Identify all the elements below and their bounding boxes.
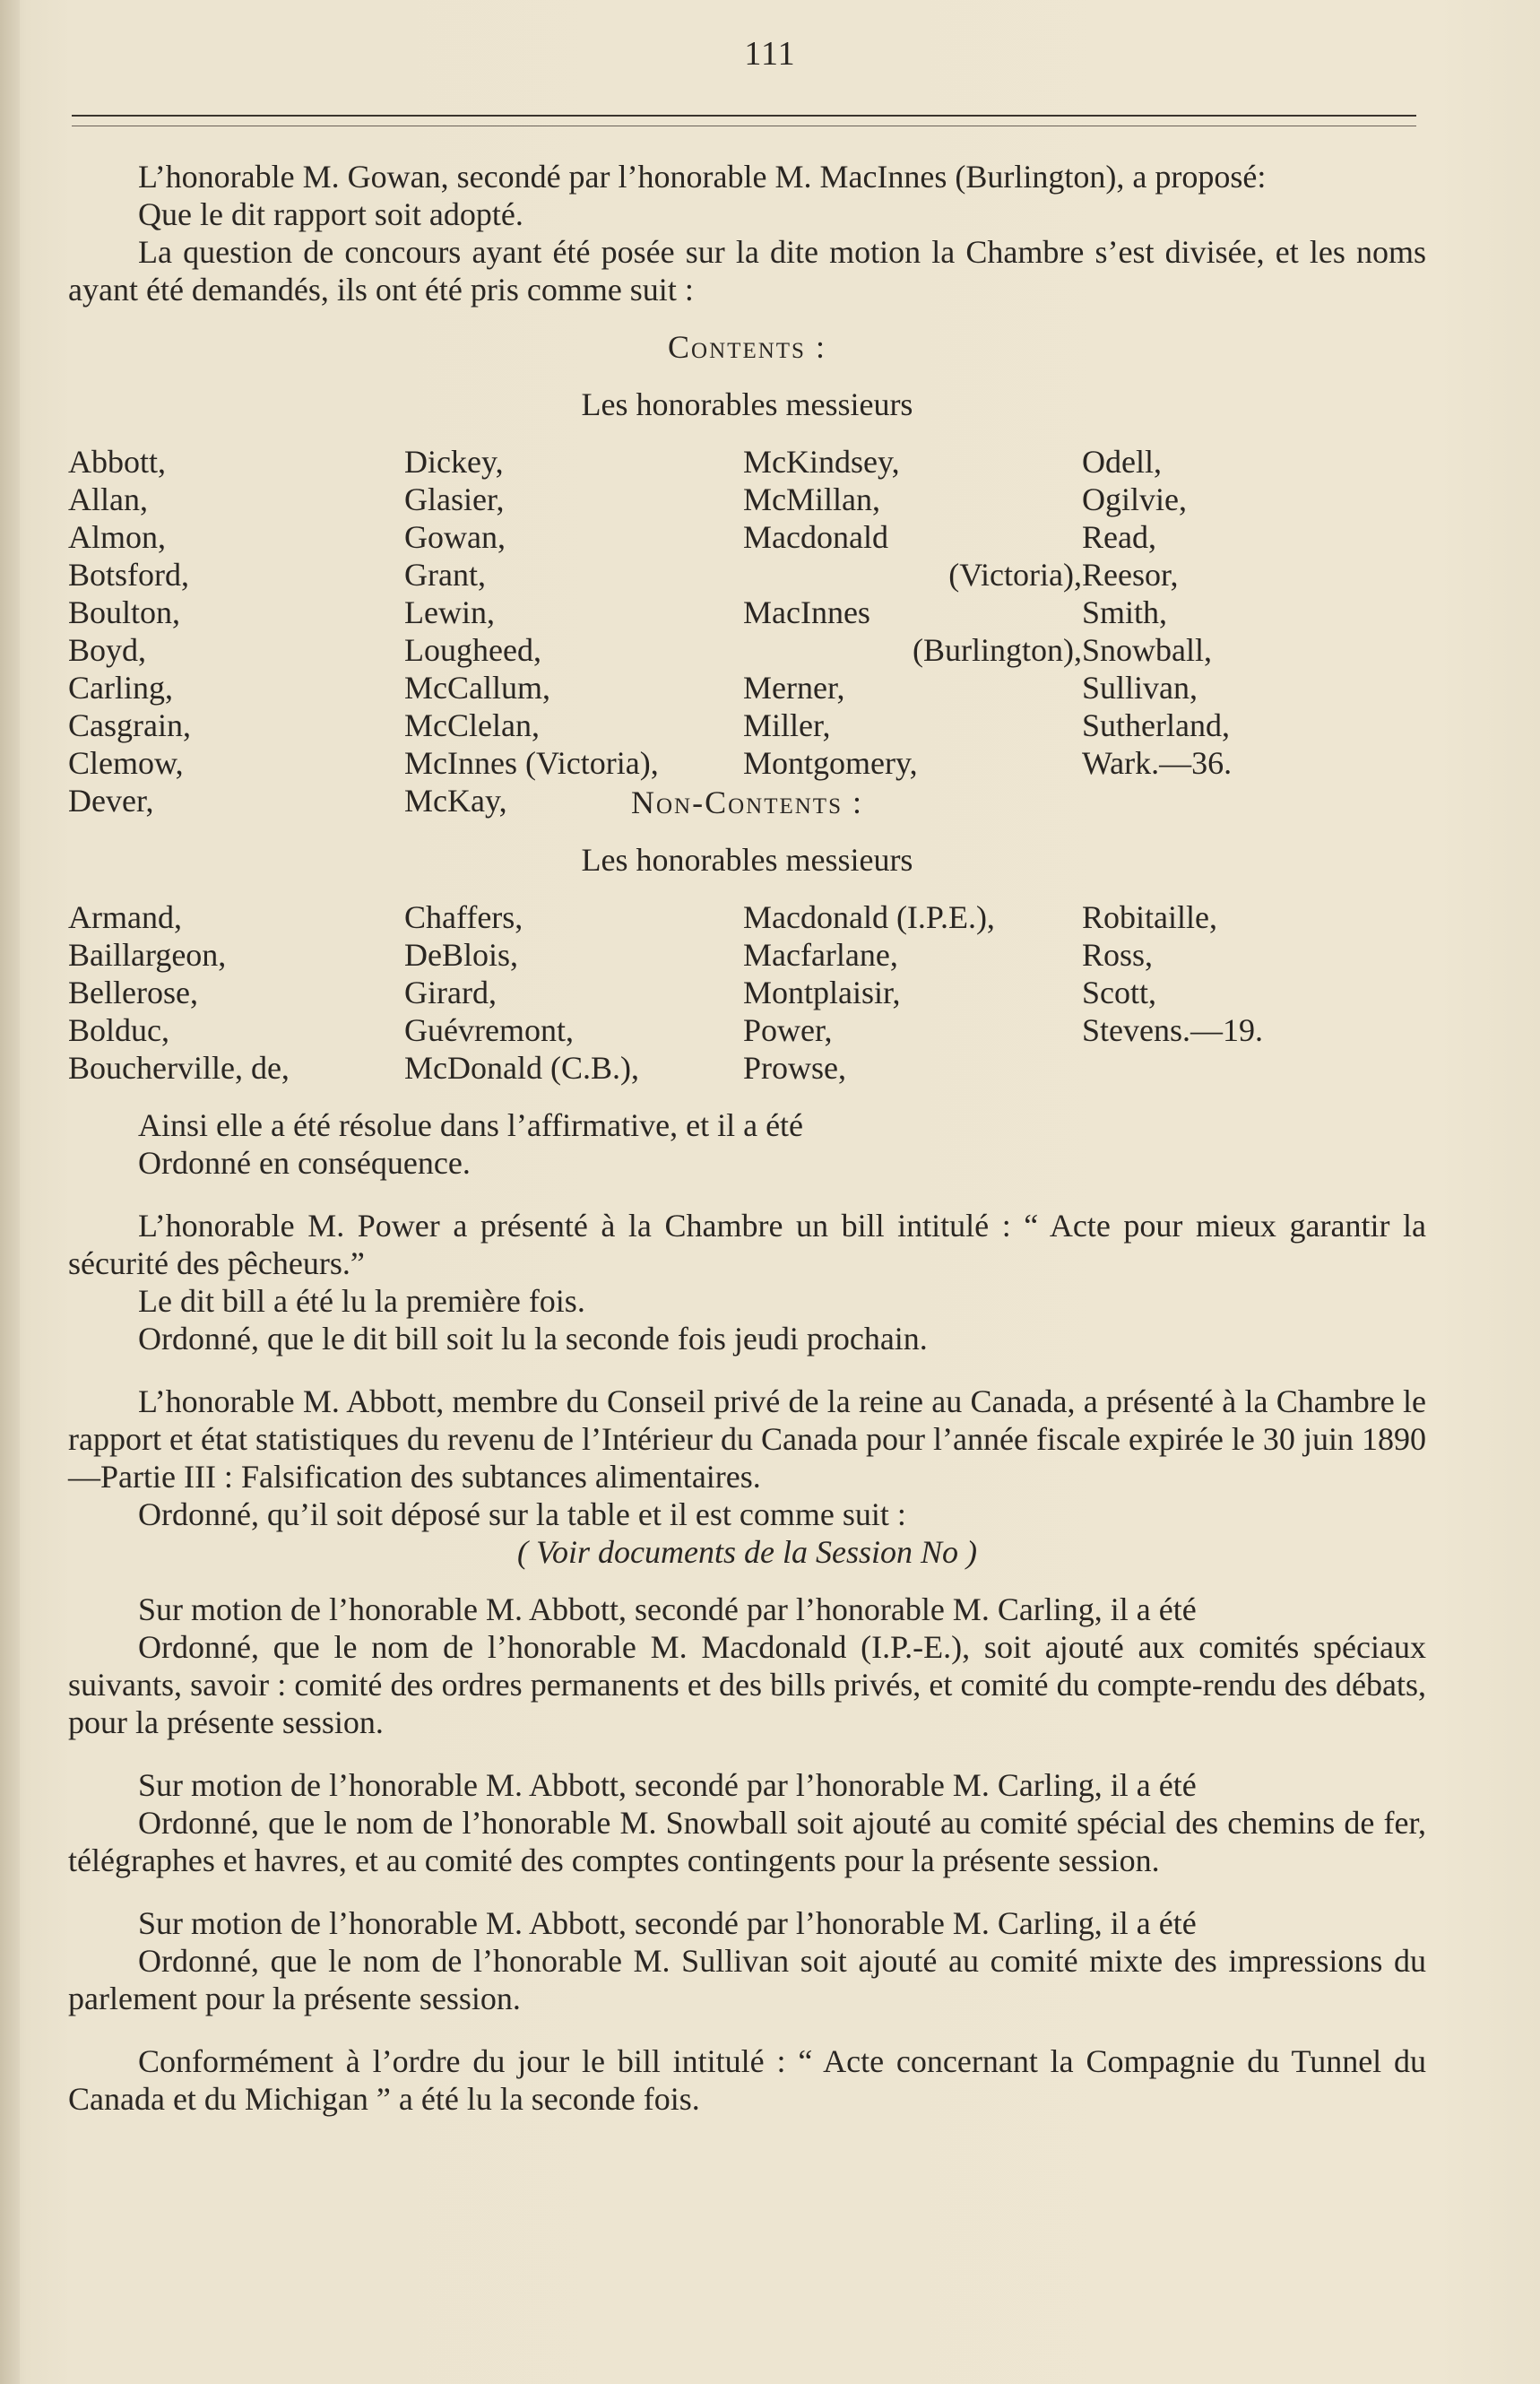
list-item: Dever,: [68, 783, 154, 819]
list-item: Casgrain,: [68, 707, 191, 743]
noncontents-column-4: [1082, 898, 1426, 1087]
bill-power-introduction: L’honorable M. Power a présenté à la Chambre un bill intitulé : “ Acte pour mieux garantir la sécurité des pêcheurs.”: [68, 1208, 1426, 1281]
list-item: Montplaisir,: [743, 975, 901, 1010]
list-item: Carling,: [68, 670, 173, 706]
noncontents-heading: Non-Contents :: [631, 785, 863, 820]
list-item: Glasier,: [404, 481, 505, 517]
list-item: Bolduc,: [68, 1012, 169, 1048]
list-item: Dickey,: [404, 444, 504, 480]
list-item: McInnes (Victoria),: [404, 745, 659, 781]
list-item: McDonald (C.B.),: [404, 1050, 639, 1086]
contents-column-4: [1082, 443, 1426, 819]
list-item: Ogilvie,: [1082, 481, 1187, 517]
list-item: Almon,: [68, 519, 167, 555]
list-item: Snowball,: [1082, 632, 1213, 668]
list-item: McKindsey,: [743, 444, 900, 480]
noncontents-name-list: [68, 898, 1426, 1087]
list-item: Boulton,: [68, 594, 181, 630]
division-result: Ainsi elle a été résolue dans l’affirmative, et il a été: [138, 1107, 804, 1143]
motion-macdonald-order: Ordonné, que le nom de l’honorable M. Macdonald (I.P.-E.), soit ajouté aux comités spéciaux suivants, savoir : comité des ordres permanents et des bills privés, et comité du compte-rendu des débats, pour la présente session.: [68, 1629, 1426, 1740]
noncontents-column-1: [68, 898, 404, 1087]
contents-column-1: [68, 443, 404, 819]
abbott-report-order: Ordonné, qu’il soit déposé sur la table et il est comme suit :: [138, 1496, 906, 1532]
list-item: Wark.—36.: [1082, 745, 1233, 781]
tunnel-bill-second-reading: Conformément à l’ordre du jour le bill intitulé : “ Acte concernant la Compagnie du Tunnel du Canada et du Michigan ” a été lu la seconde fois.: [68, 2043, 1426, 2117]
list-item: Macdonald: [743, 519, 888, 555]
page-binding-edge: [0, 0, 20, 2384]
motion-gowan: L’honorable M. Gowan, secondé par l’honorable M. MacInnes (Burlington), a proposé:: [138, 159, 1267, 195]
list-item: Girard,: [404, 975, 497, 1010]
contents-subheading: Les honorables messieurs: [581, 386, 913, 422]
list-item: Abbott,: [68, 444, 167, 480]
list-item: Reesor,: [1082, 557, 1179, 593]
list-item: Macdonald (I.P.E.),: [743, 899, 995, 935]
header-rule: [72, 115, 1416, 117]
list-item: Montgomery,: [743, 745, 918, 781]
list-item: Scott,: [1082, 975, 1157, 1010]
contents-name-list: [68, 443, 1426, 819]
contents-column-2: [404, 443, 743, 819]
session-documents-reference: ( Voir documents de la Session No ): [517, 1534, 977, 1570]
page-number: 111: [744, 35, 796, 73]
list-item: Chaffers,: [404, 899, 523, 935]
motion-sullivan-heading: Sur motion de l’honorable M. Abbott, secondé par l’honorable M. Carling, il a été: [138, 1905, 1197, 1941]
list-item: Sutherland,: [1082, 707, 1230, 743]
noncontents-column-3: [743, 898, 1082, 1087]
list-item: Miller,: [743, 707, 831, 743]
motion-sullivan-order: Ordonné, que le nom de l’honorable M. Sullivan soit ajouté au comité mixte des impressions du parlement pour la présente session.: [68, 1943, 1426, 2016]
abbott-report-tabled: L’honorable M. Abbott, membre du Conseil privé de la reine au Canada, a présenté à la Chambre le rapport et état statistiques du revenu de l’Intérieur du Canada pour l’année fiscale expirée le 30 juin 1890—Partie III : Falsification des subtances alimentaires.: [68, 1383, 1426, 1495]
noncontents-column-2: [404, 898, 743, 1087]
list-item: Guévremont,: [404, 1012, 574, 1048]
bill-power-second-reading-order: Ordonné, que le dit bill soit lu la seconde fois jeudi prochain.: [138, 1321, 928, 1357]
list-item: Odell,: [1082, 444, 1162, 480]
list-item: Boyd,: [68, 632, 147, 668]
list-item: Baillargeon,: [68, 937, 227, 973]
motion-snowball-heading: Sur motion de l’honorable M. Abbott, secondé par l’honorable M. Carling, il a été: [138, 1767, 1197, 1803]
list-item: Gowan,: [404, 519, 506, 555]
list-item: Bellerose,: [68, 975, 198, 1010]
list-item: Smith,: [1082, 594, 1168, 630]
list-item: Armand,: [68, 899, 182, 935]
list-item: Power,: [743, 1012, 833, 1048]
list-item: Sullivan,: [1082, 670, 1198, 706]
noncontents-subheading: Les honorables messieurs: [581, 842, 913, 878]
list-item: Stevens.—19.: [1082, 1012, 1263, 1048]
division-statement: La question de concours ayant été posée sur la dite motion la Chambre s’est divisée, et les noms ayant été demandés, ils ont été pris comme suit :: [68, 234, 1426, 308]
contents-heading: Contents :: [668, 329, 826, 365]
list-item: Grant,: [404, 557, 486, 593]
motion-snowball-order: Ordonné, que le nom de l’honorable M. Snowball soit ajouté au comité spécial des chemins de fer, télégraphes et havres, et au comité des comptes contingents pour la présente session.: [68, 1805, 1426, 1878]
list-item: (Burlington),: [913, 632, 1082, 668]
list-item: Read,: [1082, 519, 1156, 555]
list-item: Ross,: [1082, 937, 1154, 973]
division-order: Ordonné en conséquence.: [138, 1145, 471, 1181]
motion-macdonald-heading: Sur motion de l’honorable M. Abbott, secondé par l’honorable M. Carling, il a été: [138, 1591, 1197, 1627]
list-item: Merner,: [743, 670, 845, 706]
contents-column-3: [743, 443, 1082, 819]
list-item: Clemow,: [68, 745, 184, 781]
list-item: (Victoria),: [948, 557, 1082, 593]
bill-power-first-reading: Le dit bill a été lu la première fois.: [138, 1283, 585, 1319]
list-item: Botsford,: [68, 557, 189, 593]
list-item: MacInnes: [743, 594, 870, 630]
list-item: Lewin,: [404, 594, 495, 630]
list-item: McClelan,: [404, 707, 540, 743]
list-item: Robitaille,: [1082, 899, 1217, 935]
list-item: McCallum,: [404, 670, 550, 706]
document-body: [68, 158, 1426, 2118]
list-item: DeBlois,: [404, 937, 519, 973]
list-item: Boucherville, de,: [68, 1050, 290, 1086]
list-item: Lougheed,: [404, 632, 541, 668]
list-item: McKay,: [404, 783, 507, 819]
list-item: Macfarlane,: [743, 937, 898, 973]
list-item: McMillan,: [743, 481, 880, 517]
motion-adopt: Que le dit rapport soit adopté.: [138, 196, 523, 232]
list-item: Allan,: [68, 481, 148, 517]
list-item: Prowse,: [743, 1050, 846, 1086]
